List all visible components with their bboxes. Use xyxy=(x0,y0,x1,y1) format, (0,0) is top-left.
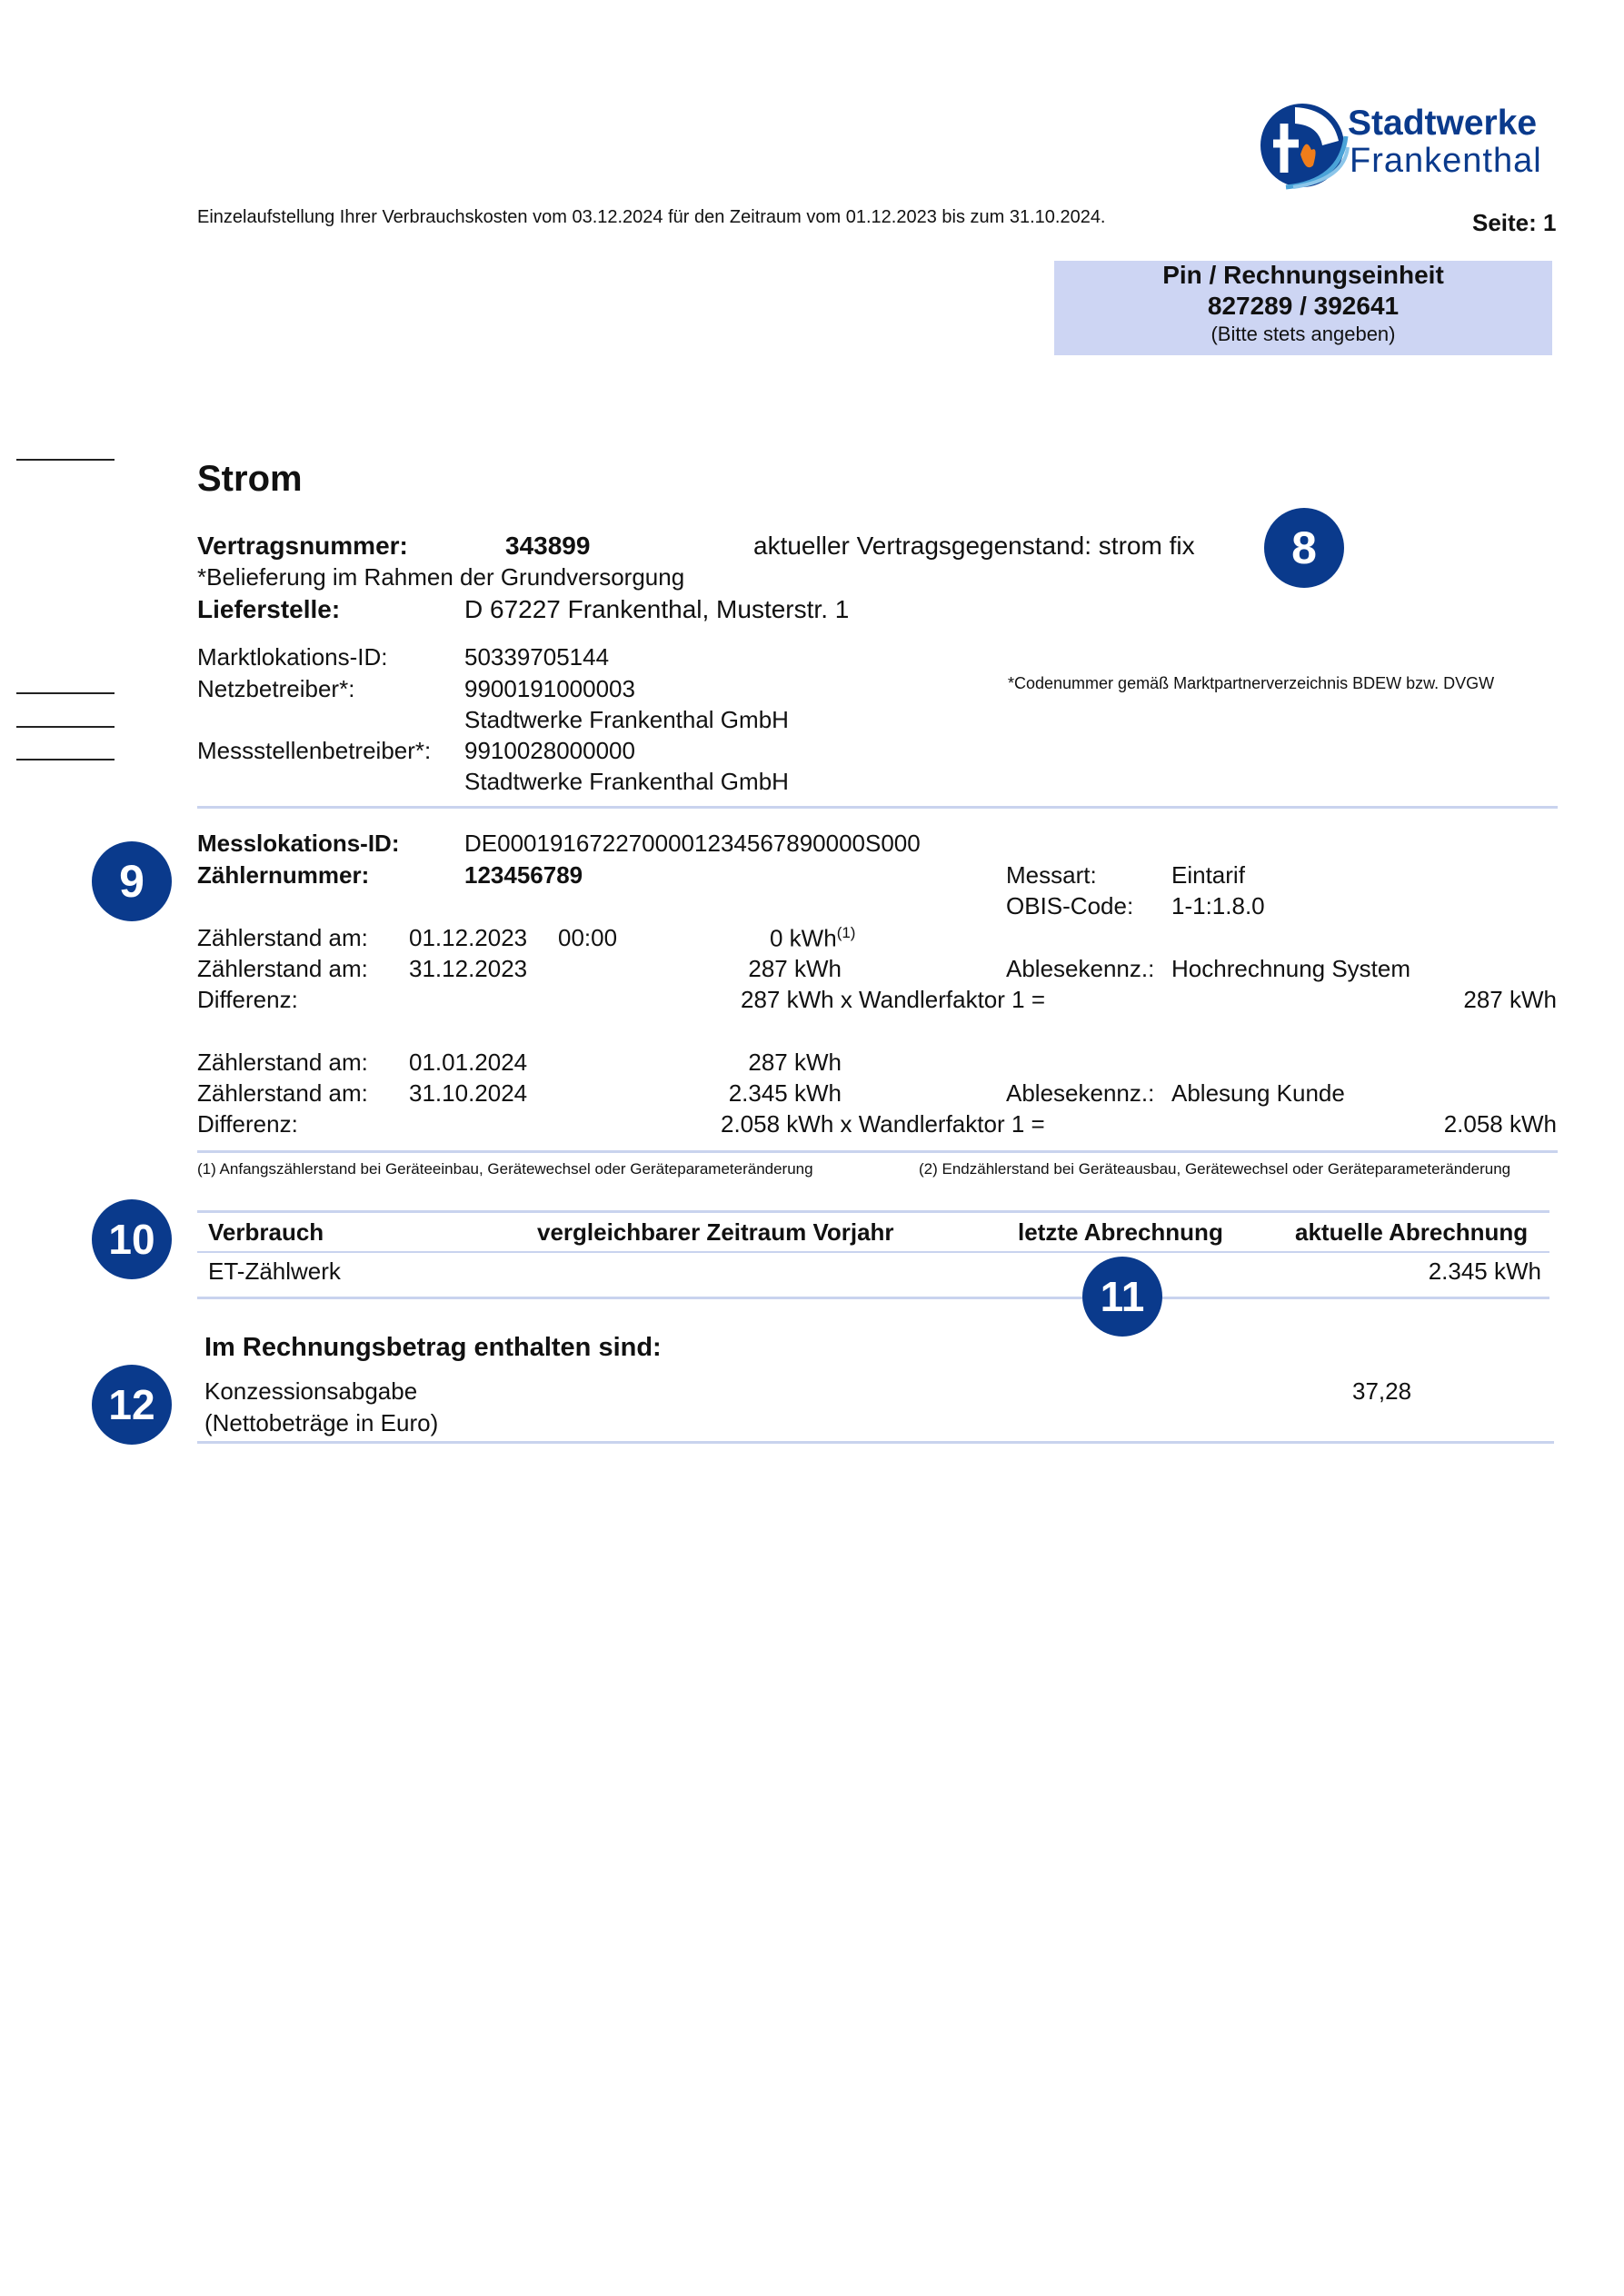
section-divider xyxy=(197,1150,1558,1153)
reading-value: 287 kWh xyxy=(748,955,842,982)
fold-mark xyxy=(16,759,115,760)
code-note: *Codenummer gemäß Marktpartnerverzeichnis BDEW bzw. DVGW xyxy=(1008,674,1495,692)
supply-note: *Belieferung im Rahmen der Grundversorgung xyxy=(197,563,685,591)
fold-mark xyxy=(16,459,115,461)
marker-badge-10: 10 xyxy=(92,1199,172,1279)
pin-box-title: Pin / Rechnungseinheit xyxy=(1162,261,1444,289)
ablese-label: Ablesekennz.: xyxy=(1006,1079,1155,1107)
msb-code: 9910028000000 xyxy=(464,737,635,764)
diff-calc: 2.058 kWh x Wandlerfaktor 1 = xyxy=(721,1110,1045,1138)
table-header-letzte: letzte Abrechnung xyxy=(1018,1218,1223,1246)
reading-date: 31.10.2024 xyxy=(409,1079,528,1107)
diff-label: Differenz: xyxy=(197,1110,298,1138)
obis-label: OBIS-Code: xyxy=(1006,892,1134,919)
nb-label: Netzbetreiber*: xyxy=(197,675,355,702)
msb-name: Stadtwerke Frankenthal GmbH xyxy=(464,768,789,795)
footnote-1: (1) Anfangszählerstand bei Geräteeinbau, Gerätewechsel oder Geräteparameteränderung xyxy=(197,1160,813,1178)
diff-label: Differenz: xyxy=(197,986,298,1013)
delivery-value: D 67227 Frankenthal, Musterstr. 1 xyxy=(464,595,850,623)
included-note: (Nettobeträge in Euro) xyxy=(204,1409,439,1436)
reading-date: 01.12.2023 xyxy=(409,924,528,951)
melo-label: Messlokations-ID: xyxy=(197,830,400,857)
table-header-rule xyxy=(197,1251,1549,1253)
marker-badge-9: 9 xyxy=(92,841,172,921)
reading-value-text: 0 kWh xyxy=(770,924,837,952)
meter-value: 123456789 xyxy=(464,861,583,889)
logo-text-line2: Frankenthal xyxy=(1350,142,1542,180)
malo-label: Marktlokations-ID: xyxy=(197,643,388,671)
pin-box-number: 827289 / 392641 xyxy=(1207,292,1400,320)
reading-date: 31.12.2023 xyxy=(409,955,528,982)
included-bottom-rule xyxy=(197,1441,1554,1444)
malo-value: 50339705144 xyxy=(464,643,610,671)
diff-total: 287 kWh xyxy=(1463,986,1557,1013)
marker-badge-8: 8 xyxy=(1264,508,1344,588)
included-value: 37,28 xyxy=(1352,1377,1412,1405)
section-divider xyxy=(197,806,1558,809)
logo-mark-icon xyxy=(1259,100,1350,191)
marker-badge-11: 11 xyxy=(1082,1257,1162,1337)
messart-value: Eintarif xyxy=(1171,861,1245,889)
fold-mark xyxy=(16,726,115,728)
reading-value: 287 kWh xyxy=(748,1049,842,1076)
statement-intro: Einzelaufstellung Ihrer Verbrauchskosten vom 03.12.2024 für den Zeitraum vom 01.12.2023 bis zum 31.10.2024. xyxy=(197,207,1106,227)
reading-date: 01.01.2024 xyxy=(409,1049,528,1076)
table-bottom-rule xyxy=(197,1297,1549,1299)
ablese-label: Ablesekennz.: xyxy=(1006,955,1155,982)
nb-name: Stadtwerke Frankenthal GmbH xyxy=(464,706,789,733)
melo-value: DE0001916722700001234567890000S000 xyxy=(464,830,921,857)
reading-label: Zählerstand am: xyxy=(197,955,368,982)
included-item: Konzessionsabgabe xyxy=(204,1377,418,1405)
table-header-verbrauch: Verbrauch xyxy=(208,1218,324,1246)
footnote-ref: (1) xyxy=(836,924,856,941)
reading-label: Zählerstand am: xyxy=(197,924,368,951)
diff-total: 2.058 kWh xyxy=(1443,1110,1557,1138)
table-header-vorjahr: vergleichbarer Zeitraum Vorjahr xyxy=(537,1218,894,1246)
fold-mark xyxy=(16,692,115,694)
section-title: Strom xyxy=(197,459,303,499)
reading-label: Zählerstand am: xyxy=(197,1079,368,1107)
table-header-aktuelle: aktuelle Abrechnung xyxy=(1295,1218,1529,1246)
page-number: Seite: 1 xyxy=(1472,209,1557,236)
ablese-value: Ablesung Kunde xyxy=(1171,1079,1345,1107)
ablese-value: Hochrechnung System xyxy=(1171,955,1411,982)
included-title: Im Rechnungsbetrag enthalten sind: xyxy=(204,1333,662,1362)
company-logo xyxy=(1259,100,1559,191)
reading-value xyxy=(770,924,855,953)
marker-badge-12: 12 xyxy=(92,1365,172,1445)
reading-label: Zählerstand am: xyxy=(197,1049,368,1076)
contract-number: 343899 xyxy=(505,532,591,560)
table-row-label: ET-Zählwerk xyxy=(208,1257,341,1285)
diff-calc: 287 kWh x Wandlerfaktor 1 = xyxy=(741,986,1046,1013)
pin-box xyxy=(1054,261,1552,355)
nb-code: 9900191000003 xyxy=(464,675,635,702)
contract-label: Vertragsnummer: xyxy=(197,532,408,560)
messart-label: Messart: xyxy=(1006,861,1097,889)
obis-value: 1-1:1.8.0 xyxy=(1171,892,1265,919)
reading-value: 2.345 kWh xyxy=(728,1079,842,1107)
table-row-current: 2.345 kWh xyxy=(1428,1257,1541,1285)
msb-label: Messstellenbetreiber*: xyxy=(197,737,432,764)
pin-box-note: (Bitte stets angeben) xyxy=(1211,323,1396,345)
contract-subject: aktueller Vertragsgegenstand: strom fix xyxy=(753,532,1195,560)
logo-text-line1: Stadtwerke xyxy=(1348,104,1538,143)
footnote-2: (2) Endzählerstand bei Geräteausbau, Gerätewechsel oder Geräteparameteränderung xyxy=(919,1160,1511,1178)
delivery-label: Lieferstelle: xyxy=(197,595,341,623)
reading-time: 00:00 xyxy=(558,924,618,951)
meter-label: Zählernummer: xyxy=(197,861,370,889)
table-top-rule xyxy=(197,1210,1549,1213)
